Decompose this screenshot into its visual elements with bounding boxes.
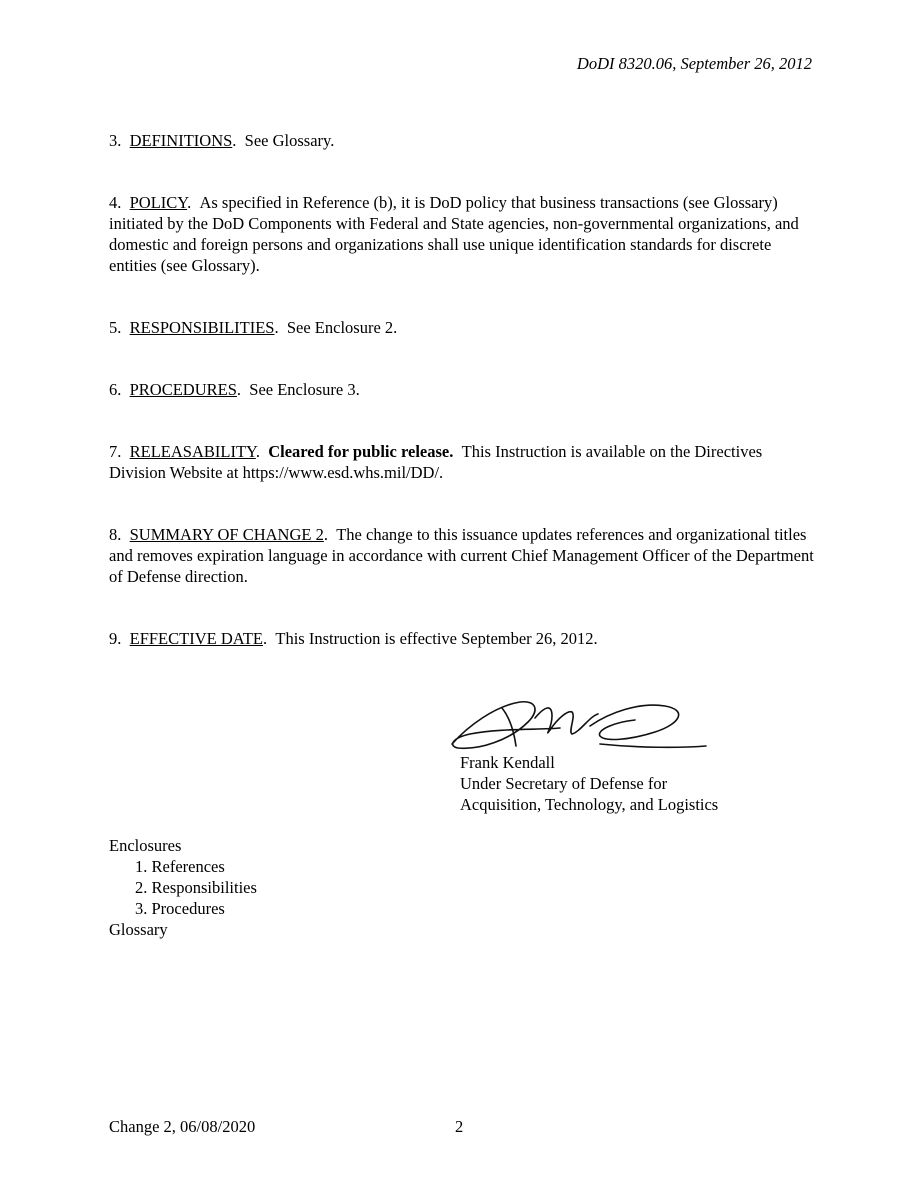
section-number: 7. bbox=[109, 442, 122, 461]
footer-change-note: Change 2, 06/08/2020 bbox=[109, 1117, 256, 1136]
section-title: DEFINITIONS bbox=[129, 131, 233, 150]
section-title: RESPONSIBILITIES bbox=[129, 318, 275, 337]
section-title: RELEASABILITY bbox=[129, 442, 256, 461]
section-number: 4. bbox=[109, 193, 122, 212]
section-text: See Glossary. bbox=[244, 131, 335, 150]
section-releasability: 7. RELEASABILITY. Cleared for public release. This Instruction is available on the Directives Division Website at https://www.esd.whs.mil/DD/. bbox=[109, 442, 763, 482]
section-title: POLICY bbox=[129, 193, 188, 212]
document-header: DoDI 8320.06, September 26, 2012 bbox=[576, 54, 812, 73]
signer-title-line-2: Acquisition, Technology, and Logistics bbox=[460, 795, 719, 814]
enclosure-item: 1. References bbox=[135, 857, 225, 876]
section-definitions: 3. DEFINITIONS. See Glossary. bbox=[109, 131, 335, 150]
enclosures-heading: Enclosures bbox=[109, 836, 182, 855]
section-summary-of-change: 8. SUMMARY OF CHANGE 2. The change to this issuance updates references and organizational titles and removes expiration language in accordance with current Chief Management Officer of the Department of Defense direction. bbox=[109, 525, 814, 586]
section-number: 3. bbox=[109, 131, 122, 150]
section-text: This Instruction is effective September 26, 2012. bbox=[275, 629, 598, 648]
section-effective-date: 9. EFFECTIVE DATE. This Instruction is effective September 26, 2012. bbox=[109, 629, 598, 648]
section-text: As specified in Reference (b), it is DoD policy that business transactions (see Glossary) initiated by the DoD Components with Federal and State agencies, non-governmental organizations, and domestic and foreign persons and organizations shall use unique identification standards for discrete entities (see Glossary). bbox=[109, 193, 799, 275]
section-responsibilities: 5. RESPONSIBILITIES. See Enclosure 2. bbox=[109, 318, 398, 337]
section-text: This Instruction is available on the Directives Division Website at https://www.esd.whs.mil/DD/. bbox=[109, 442, 763, 482]
signer-title-line-1: Under Secretary of Defense for bbox=[460, 774, 668, 793]
section-number: 5. bbox=[109, 318, 122, 337]
signer-name: Frank Kendall bbox=[460, 753, 555, 772]
section-procedures: 6. PROCEDURES. See Enclosure 3. bbox=[109, 380, 360, 399]
enclosure-item: 2. Responsibilities bbox=[135, 878, 257, 897]
glossary-entry: Glossary bbox=[109, 920, 168, 939]
signature-block bbox=[460, 752, 718, 815]
enclosures-list bbox=[109, 835, 257, 940]
section-policy: 4. POLICY. As specified in Reference (b), it is DoD policy that business transactions (see Glossary) initiated by the DoD Components with Federal and State agencies, non-governmental organizations, and domestic and foreign persons and organizations shall use unique identification standards for discrete entities (see Glossary). bbox=[109, 193, 799, 275]
section-number: 9. bbox=[109, 629, 122, 648]
section-number: 8. bbox=[109, 525, 122, 544]
page-number: 2 bbox=[455, 1117, 464, 1136]
section-number: 6. bbox=[109, 380, 122, 399]
section-title: EFFECTIVE DATE bbox=[129, 629, 263, 648]
section-text: See Enclosure 3. bbox=[249, 380, 360, 399]
handwritten-signature bbox=[440, 688, 720, 760]
enclosure-item: 3. Procedures bbox=[135, 899, 225, 918]
section-text: The change to this issuance updates references and organizational titles and removes expiration language in accordance with current Chief Management Officer of the Department of Defense direction. bbox=[109, 525, 814, 586]
section-title: PROCEDURES bbox=[129, 380, 237, 399]
section-title: SUMMARY OF CHANGE 2 bbox=[129, 525, 324, 544]
section-bold-text: Cleared for public release. bbox=[268, 442, 454, 461]
section-text: See Enclosure 2. bbox=[286, 318, 398, 337]
